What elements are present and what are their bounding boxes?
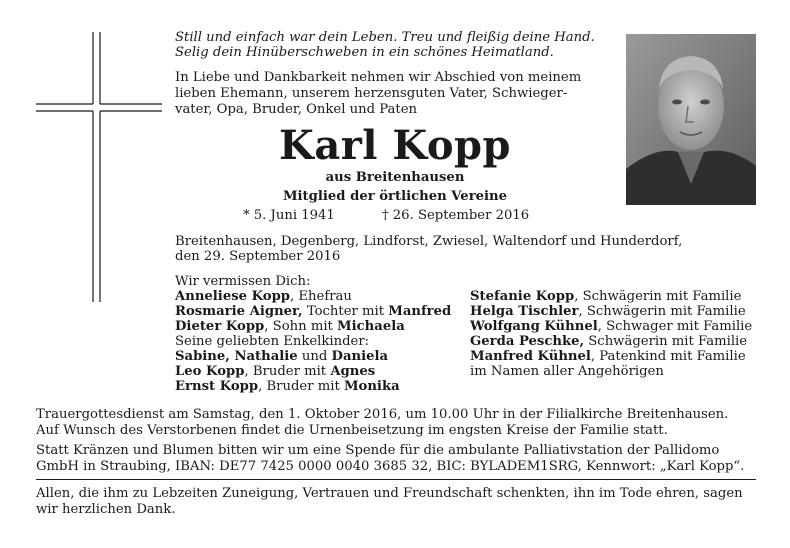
verse-line-2: Selig dein Hinüberschweben in ein schönes Heimatland. (175, 45, 554, 60)
mourner-name: Sabine, Nathalie (175, 349, 298, 364)
thanks-line-1: Allen, die ihm zu Lebzeiten Zuneigung, Vertrauen und Freundschaft schenkten, ihn im Tode ehren, sagen (36, 486, 743, 501)
mourner-name: Gerda Peschke, (470, 334, 585, 349)
mourner-relation: im Namen aller Angehörigen (470, 364, 664, 379)
mourner-relation: und (297, 349, 332, 364)
mourners-right-list (470, 289, 752, 379)
intro-line-3: vater, Opa, Bruder, Onkel und Paten (175, 102, 417, 117)
mourner-relation: , Ehefrau (290, 289, 352, 304)
place-line-2: den 29. September 2016 (175, 249, 341, 264)
mourner-name: Helga Tischler (470, 304, 579, 319)
mourner-relation: , Patenkind mit Familie (590, 349, 746, 364)
mourner-entry (470, 304, 752, 319)
mourner-entry (470, 289, 752, 304)
mourner-relation: , Sohn mit (264, 319, 338, 334)
mourner-name: Michaela (337, 319, 405, 334)
cross-icon (36, 32, 162, 302)
mourner-relation: , Schwägerin mit Familie (578, 304, 746, 319)
service-line-2: Auf Wunsch des Verstorbenen findet die Urnenbeisetzung im engsten Kreise der Familie statt. (36, 423, 668, 438)
mourner-entry (470, 349, 752, 364)
mourner-entry (175, 379, 451, 394)
intro-line-2: lieben Ehemann, unserem herzensguten Vater, Schwieger- (175, 86, 568, 101)
mourner-relation: Tochter mit (302, 304, 389, 319)
mourner-entry (175, 319, 451, 334)
mourner-entry (470, 364, 752, 379)
deceased-name: Karl Kopp (279, 122, 511, 169)
service-line-1: Trauergottesdienst am Samstag, den 1. Oktober 2016, um 10.00 Uhr in der Filialkirche Breitenhausen. (36, 407, 729, 422)
portrait-photo (626, 34, 756, 205)
mourners-heading: Wir vermissen Dich: (175, 274, 311, 289)
mourner-relation: Seine geliebten Enkelkinder: (175, 334, 370, 349)
service-line-3: Statt Kränzen und Blumen bitten wir um eine Spende für die ambulante Palliativstation der Pallidomo (36, 443, 720, 458)
mourner-name: Manfred Kühnel (470, 349, 591, 364)
mourner-name: Dieter Kopp (175, 319, 265, 334)
mourner-name: Monika (343, 379, 400, 394)
mourner-name: Anneliese Kopp (175, 289, 291, 304)
divider (36, 479, 756, 480)
mourner-name: Agnes (330, 364, 376, 379)
mourner-relation: Schwägerin mit Familie (584, 334, 748, 349)
mourner-name: Daniela (331, 349, 389, 364)
mourners-left-list (175, 289, 451, 394)
membership: Mitglied der örtlichen Vereine (282, 189, 508, 204)
mourner-name: Leo Kopp (175, 364, 245, 379)
mourner-name: Ernst Kopp (175, 379, 259, 394)
thanks-line-2: wir herzlichen Dank. (36, 502, 176, 517)
service-line-4: GmbH in Straubing, IBAN: DE77 7425 0000 0040 3685 32, BIC: BYLADEM1SRG, Kennwort: „Karl Kopp“. (36, 459, 745, 474)
place-line-1: Breitenhausen, Degenberg, Lindforst, Zwiesel, Waltendorf und Hunderdorf, (175, 234, 683, 249)
mourner-entry (175, 364, 451, 379)
mourner-relation: , Bruder mit (244, 364, 331, 379)
mourner-name: Stefanie Kopp (470, 289, 575, 304)
mourner-relation: , Bruder mit (258, 379, 344, 394)
verse-line-1: Still und einfach war dein Leben. Treu und fleißig deine Hand. (175, 30, 595, 45)
mourner-relation: , Schwager mit Familie (597, 319, 753, 334)
intro-line-1: In Liebe und Dankbarkeit nehmen wir Abschied von meinem (175, 70, 582, 85)
death-date: † 26. September 2016 (382, 208, 530, 223)
mourner-name: Wolfgang Kühnel (470, 319, 598, 334)
mourner-name: Manfred (388, 304, 452, 319)
origin: aus Breitenhausen (325, 170, 465, 185)
mourner-relation: , Schwägerin mit Familie (574, 289, 742, 304)
mourner-entry (470, 319, 752, 334)
mourner-entry (175, 334, 451, 349)
birth-date: * 5. Juni 1941 (243, 208, 335, 223)
mourner-name: Rosmarie Aigner, (175, 304, 303, 319)
mourner-entry (470, 334, 752, 349)
mourner-entry (175, 289, 451, 304)
mourner-entry (175, 304, 451, 319)
mourner-entry (175, 349, 451, 364)
